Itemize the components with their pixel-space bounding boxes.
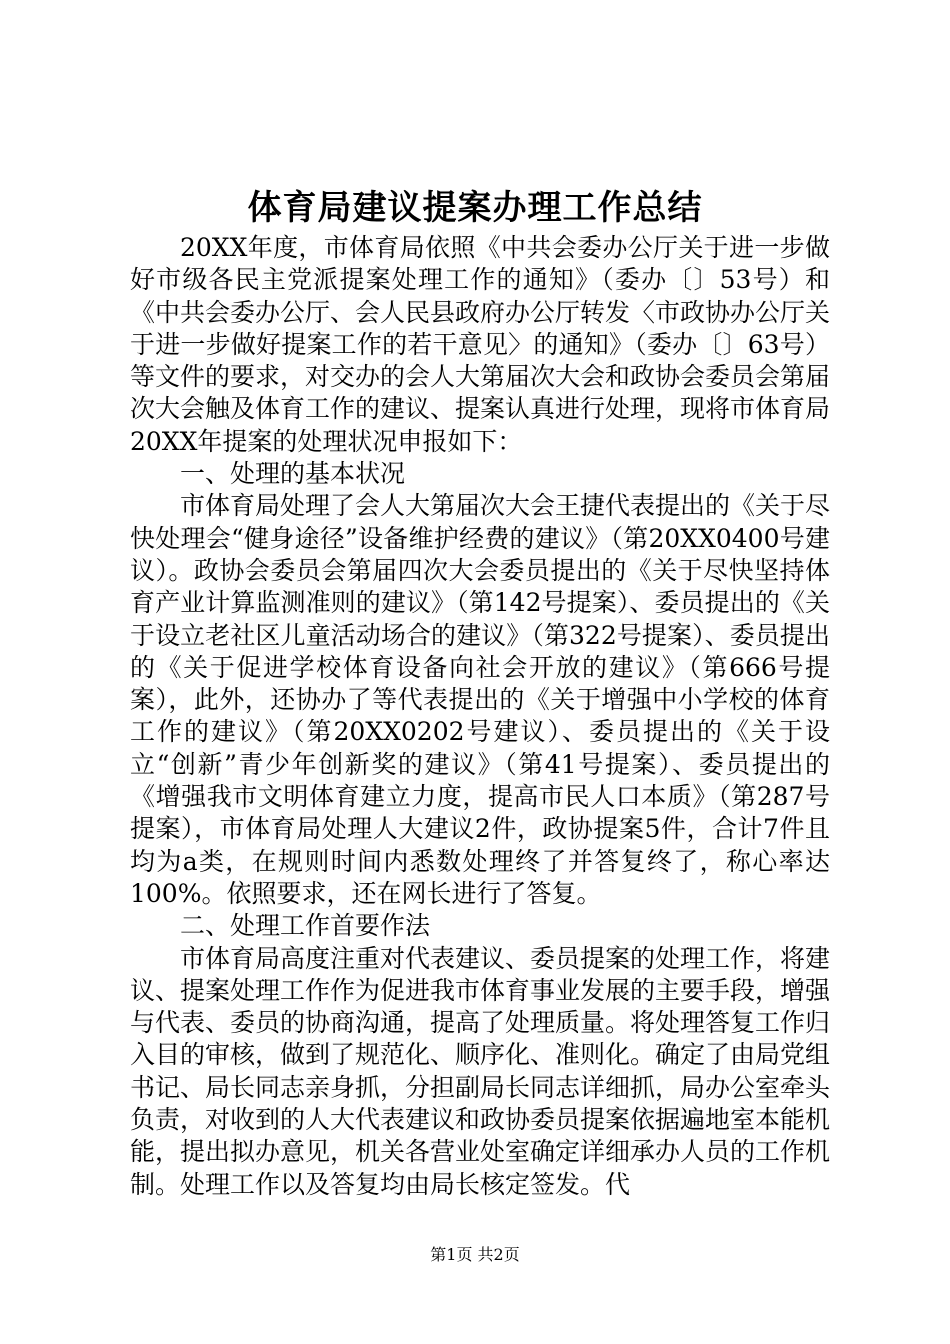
section-heading-basic-status: 一、处理的基本状况 [180, 459, 406, 489]
section-heading-main-practices: 二、处理工作首要作法 [180, 911, 431, 941]
intro-paragraph: 20XX年度，市体育局依照《中共会委办公厅关于进一步做好市级各民主党派提案处理工作的通知》（委办〔〕53号）和《中共会委办公厅、会人民县政府办公厅转发〈市政协办公厅关于进一步做好提案工作的若干意见〉的通知》（委办〔〕63号）等文件的要求，对交办的会人大第届次大会和政协会委员会第届次大会触及体育工作的建议、提案认真进行处理，现将市体育局20XX年提案的处理状况申报如下： [130, 233, 831, 456]
page-footer: 第1页 共2页 [430, 1245, 520, 1264]
basic-status-paragraph: 市体育局处理了会人大第届次大会王捷代表提出的《关于尽快处理会“健身途径”设备维护经费的建议》（第20XX0400号建议）。政协会委员会第届四次大会委员提出的《关于尽快坚持体育产业计算监测准则的建议》（第142号提案）、委员提出的《关于设立老社区儿童活动场合的建议》（第322号提案）、委员提出的《关于促进学校体育设备向社会开放的建议》（第666号提案），此外，还协办了等代表提出的《关于增强中小学校的体育工作的建议》（第20XX0202号建议）、委员提出的《关于设立“创新”青少年创新奖的建议》（第41号提案）、委员提出的《增强我市文明体育建立力度，提高市民人口本质》（第287号提案），市体育局处理人大建议2件，政协提案5件，合计7件且均为a类，在规则时间内悉数处理终了并答复终了，称心率达100%。依照要求，还在网长进行了答复。 [130, 491, 831, 908]
document-title: 体育局建议提案办理工作总结 [247, 188, 703, 228]
main-practices-paragraph: 市体育局高度注重对代表建议、委员提案的处理工作，将建议、提案处理工作作为促进我市体育事业发展的主要手段，增强与代表、委员的协商沟通，提高了处理质量。将处理答复工作归入目的审核，做到了规范化、顺序化、准则化。确定了由局党组书记、局长同志亲身抓，分担副局长同志详细抓，局办公室牵头负责，对收到的人大代表建议和政协委员提案依据遍地室本能机能，提出拟办意见，机关各营业处室确定详细承办人员的工作机制。处理工作以及答复均由局长核定签发。代 [130, 943, 831, 1199]
document-body [130, 232, 830, 1201]
